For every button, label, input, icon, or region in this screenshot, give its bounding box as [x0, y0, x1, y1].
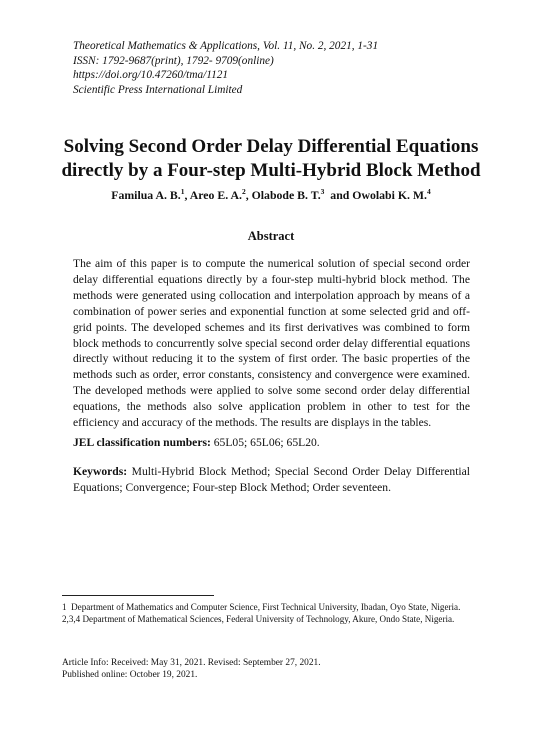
author-separator: , [184, 188, 190, 202]
journal-header [73, 39, 473, 97]
author-name: Owolabi K. M. [352, 188, 427, 202]
author-separator: , [245, 188, 252, 202]
keywords-value: Multi-Hybrid Block Method; Special Second Order Delay Differential Equations; Convergence; Four-step Block Method; Order seventeen. [73, 465, 470, 494]
author-affiliation-mark: 2 [241, 187, 246, 197]
author-affiliation-mark: 4 [427, 187, 431, 197]
author-separator: and [324, 188, 353, 202]
footnotes [62, 601, 474, 625]
footnote-1: 1 Department of Mathematics and Computer Science, First Technical University, Ibadan, Oyo State, Nigeria. [62, 602, 461, 612]
author-name: Areo E. A. [189, 188, 242, 202]
author-affiliation-mark: 1 [180, 187, 185, 197]
title-line-2: directly by a Four-step Multi-Hybrid Block Method [61, 159, 481, 181]
footnote-divider [62, 595, 214, 596]
title-line-1: Solving Second Order Delay Differential Equations [63, 136, 479, 157]
keywords [73, 464, 470, 496]
author-affiliation-mark: 3 [320, 187, 325, 197]
article-dates: Article Info: Received: May 31, 2021. Revised: September 27, 2021. [62, 658, 321, 668]
keywords-label: Keywords: [73, 465, 128, 478]
paper-title [40, 135, 502, 182]
footnote-2: 2,3,4 Department of Mathematical Sciences, Federal University of Technology, Akure, Ondo State, Nigeria. [62, 614, 455, 625]
publisher: Scientific Press International Limited [73, 83, 243, 96]
abstract-heading: Abstract [247, 229, 295, 243]
author-list [40, 188, 502, 203]
journal-citation: Theoretical Mathematics & Applications, Vol. 11, No. 2, 2021, 1-31 [73, 40, 379, 52]
author-name: Familua A. B. [111, 188, 181, 202]
jel-label: JEL classification numbers: [73, 436, 211, 449]
article-info [62, 657, 474, 682]
doi-link[interactable]: https://doi.org/10.47260/tma/1121 [73, 69, 229, 81]
jel-value: 65L05; 65L06; 65L20. [210, 436, 320, 449]
published-date: Published online: October 19, 2021. [62, 670, 198, 681]
author-name: Olabode B. T. [251, 188, 321, 202]
abstract-text: The aim of this paper is to compute the numerical solution of special second order delay differential equations directly by a four-step multi-hybrid block method. The methods were generated using collocation and interpolation approach by means of a combination of power series and exponential function at some selected grid and off-grid points. The developed schemes and its first derivatives was combined to form block methods to concurrently solve special second order delay differential equations directly without reducing it to the system of first order. The basic properties of the methods such as order, error constants, consistency and convergence were examined. The developed methods were applied to solve some second order delay differential equations, the methods also solve application problem in other to test for the efficiency and accuracy of the methods. The results are displays in the tables. [73, 257, 470, 430]
issn: ISSN: 1792-9687(print), 1792- 9709(online) [73, 54, 274, 67]
jel-classification [73, 435, 470, 451]
